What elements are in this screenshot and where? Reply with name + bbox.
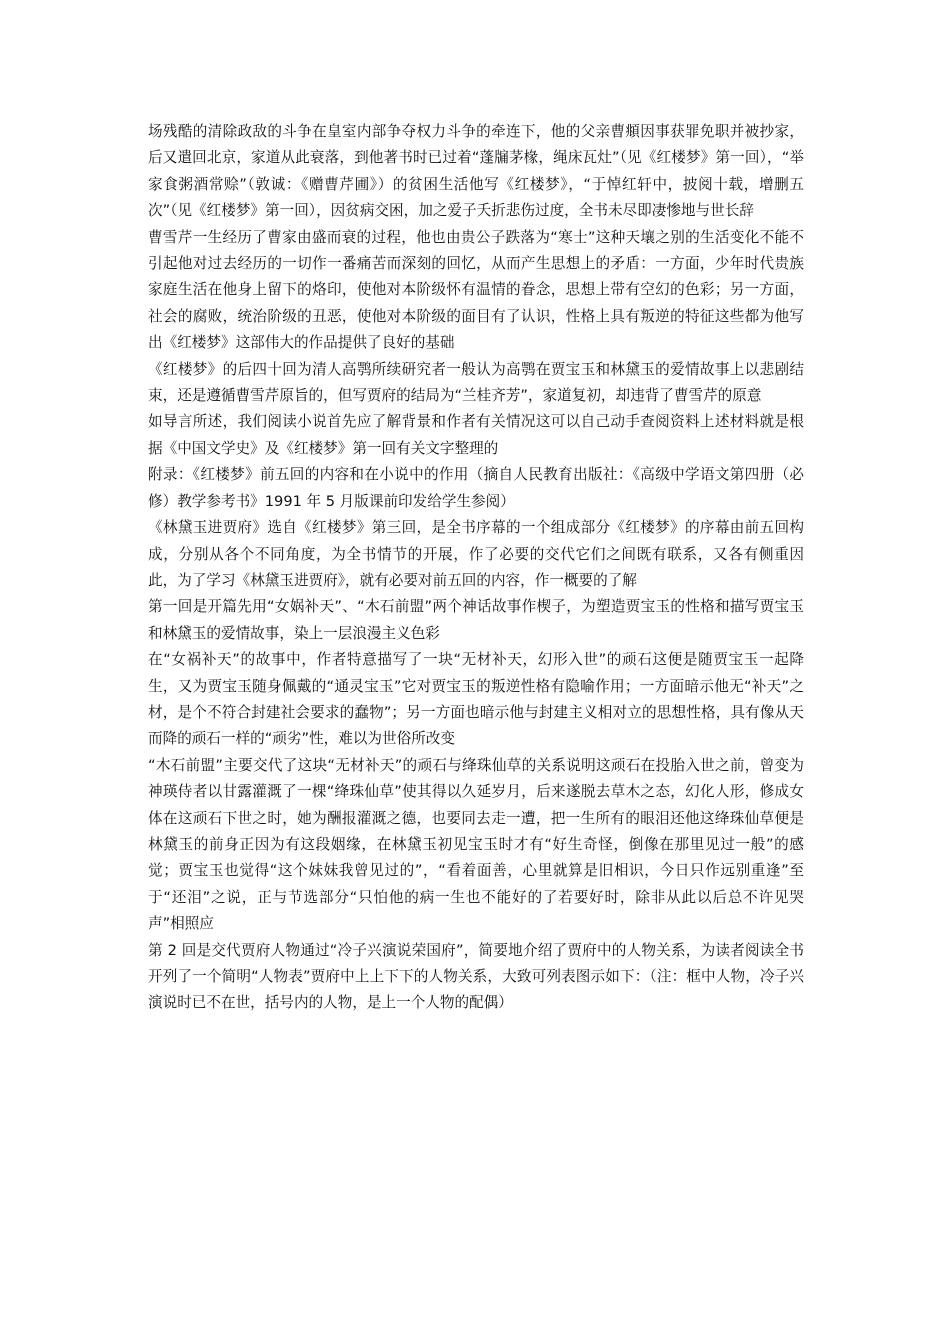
- paragraph: 如导言所述，我们阅读小说首先应了解背景和作者有关情况这可以自己动手查阅资料上述材料就是根据《中国文学史》及《红楼梦》第一回有关文字整理的: [148, 413, 804, 457]
- document-body: [148, 119, 804, 1017]
- paragraph: 《林黛玉进贾府》选自《红楼梦》第三回，是全书序幕的一个组成部分《红楼梦》的序幕由前五回构成，分别从各个不同角度，为全书情节的开展，作了必要的交代它们之间既有联系，又各有侧重因此，为了学习《林黛玉进贾府》，就有必要对前五回的内容，作一概要的了解: [148, 519, 804, 589]
- paragraph: 曹雪芹一生经历了曹家由盛而衰的过程，他也由贵公子跌落为“寒士”这种天壤之别的生活变化不能不引起他对过去经历的一切作一番痛苦而深刻的回忆，从而产生思想上的矛盾：一方面，少年时代贵族家庭生活在他身上留下的烙印，使他对本阶级怀有温情的眷念，思想上带有空幻的色彩；另一方面，社会的腐败，统治阶级的丑恶，使他对本阶级的面目有了认识，性格上具有叛逆的特征这些都为他写出《红楼梦》这部伟大的作品提供了良好的基础: [148, 228, 804, 352]
- paragraph: 附录：《红楼梦》前五回的内容和在小说中的作用（摘自人民教育出版社：《高级中学语文第四册（必修）教学参考书》1991 年 5 月版课前印发给学生参阅）: [148, 466, 804, 510]
- paragraph: 第一回是开篇先用“女娲补天”、“木石前盟”两个神话故事作楔子，为塑造贾宝玉的性格和描写贾宝玉和林黛玉的爱情故事，染上一层浪漫主义色彩: [148, 598, 804, 642]
- paragraph: 《红楼梦》的后四十回为清人高鹗所续研究者一般认为高鹗在贾宝玉和林黛玉的爱情故事上以悲剧结束，还是遵循曹雪芹原旨的，但写贾府的结局为“兰桂齐芳”，家道复初，却违背了曹雪芹的原意: [148, 360, 804, 405]
- paragraph: 第 2 回是交代贾府人物通过“冷子兴演说荣国府”，简要地介绍了贾府中的人物关系，为读者阅读全书开列了一个简明“人物表”贾府中上上下下的人物关系，大致可列表图示如下：（注：框中人物，冷子兴演说时已不在世，括号内的人物，是上一个人物的配偶）: [148, 941, 804, 1012]
- paragraph: 场残酷的清除政敌的斗争在皇室内部争夺权力斗争的牵连下，他的父亲曹頫因事获罪免职并被抄家，后又遣回北京，家道从此衰落，到他著书时已过着“蓬牖茅椽，绳床瓦灶”（见《红楼梦》第一回），“举家食粥酒常赊”（敦诚：《赠曹芹圃》）的贫困生活他写《红楼梦》，“于悼红轩中，披阅十载，增删五次”（见《红楼梦》第一回），因贫病交困，加之爱子夭折悲伤过度，全书未尽即凄惨地与世长辞: [148, 123, 804, 220]
- paragraph: “木石前盟”主要交代了这块“无材补天”的顽石与绛珠仙草的关系说明这顽石在投胎入世之前，曾变为神瑛侍者以甘露灌溉了一棵“绛珠仙草”使其得以久延岁月，后来遂脱去草木之态，幻化人形，修成女体在这顽石下世之时，她为酬报灌溉之德，也要同去走一遭，把一生所有的眼泪还他这绛珠仙草便是林黛玉的前身正因为有这段姻缘，在林黛玉初见宝玉时才有“好生奇怪，倒像在那里见过一般”的感觉；贾宝玉也觉得“这个妹妹我曾见过的”，“看着面善，心里就算是旧相识，今日只作远别重逢”至于“还泪”之说，正与节选部分“只怕他的病一生也不能好的了若要好时，除非从此以后总不许见哭声”相照应: [148, 756, 804, 933]
- paragraph: 在“女祸补天”的故事中，作者特意描写了一块“无材补天，幻形入世”的顽石这便是随贾宝玉一起降生，又为贾宝玉随身佩戴的“通灵宝玉”它对贾宝玉的叛逆性格有隐喻作用；一方面暗示他无“补天”之材，是个不符合封建社会要求的蠢物”；另一方面也暗示他与封建主义相对立的思想性格，具有像从天而降的顽石一样的“顽劣”性，难以为世俗所改变: [148, 651, 804, 748]
